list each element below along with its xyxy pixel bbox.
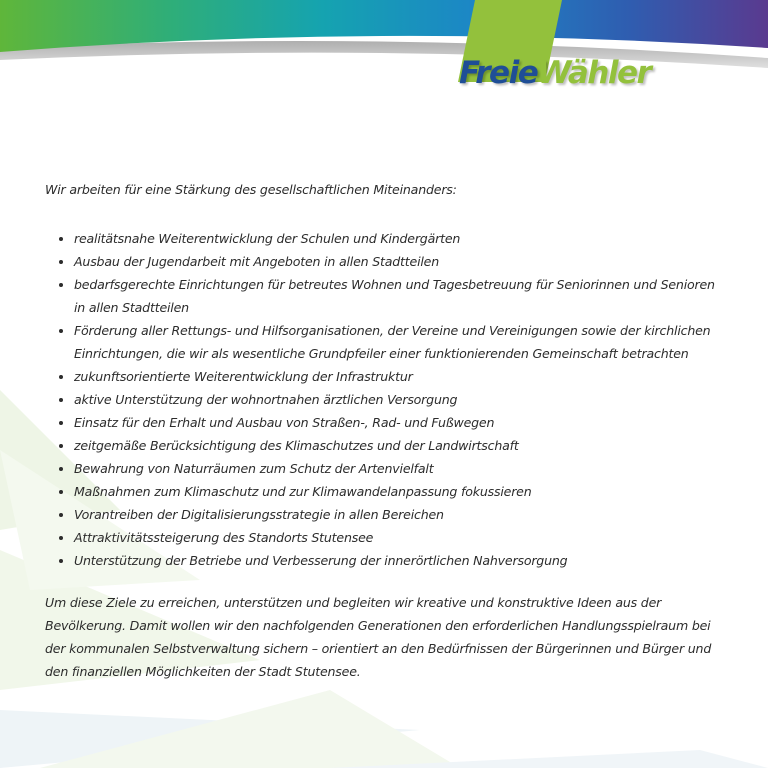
list-item: Einsatz für den Erhalt und Ausbau von Straßen-, Rad- und Fußwegen xyxy=(45,411,725,434)
logo-text-waehler: Wähler xyxy=(537,55,651,91)
list-item: realitätsnahe Weiterentwicklung der Schulen und Kindergärten xyxy=(45,227,725,250)
list-item: bedarfsgerechte Einrichtungen für betreutes Wohnen und Tagesbetreuung für Seniorinnen und Senioren in allen Stadtteilen xyxy=(45,273,725,319)
list-item: Ausbau der Jugendarbeit mit Angeboten in allen Stadtteilen xyxy=(45,250,725,273)
list-item: Maßnahmen zum Klimaschutz und zur Klimawandelanpassung fokussieren xyxy=(45,480,725,503)
list-item: Vorantreiben der Digitalisierungsstrategie in allen Bereichen xyxy=(45,503,725,526)
goals-list xyxy=(45,227,725,572)
closing-paragraph: Um diese Ziele zu erreichen, unterstützen und begleiten wir kreative und konstruktive Ideen aus der Bevölkerung. Damit wollen wir den nachfolgenden Generationen den erforderlichen Handlungsspielraum bei der kommunalen Selbstverwaltung sichern – orientiert an den Bedürfnissen der Bürgerinnen und Bürger und den finanziellen Möglichkeiten der Stadt Stutensee. xyxy=(45,595,712,679)
list-item: Attraktivitätssteigerung des Standorts Stutensee xyxy=(45,526,725,549)
main-content xyxy=(45,178,725,683)
header-gray-swoosh xyxy=(0,41,768,68)
freie-waehler-logo xyxy=(459,55,651,91)
list-item: Bewahrung von Naturräumen zum Schutz der Artenvielfalt xyxy=(45,457,725,480)
list-item: aktive Unterstützung der wohnortnahen ärztlichen Versorgung xyxy=(45,388,725,411)
logo-text-freie: Freie xyxy=(459,55,538,91)
intro-text: Wir arbeiten für eine Stärkung des gesellschaftlichen Miteinanders: xyxy=(45,182,457,197)
list-item: zukunftsorientierte Weiterentwicklung der Infrastruktur xyxy=(45,365,725,388)
list-item: Unterstützung der Betriebe und Verbesserung der innerörtlichen Nahversorgung xyxy=(45,549,725,572)
header-banner xyxy=(0,0,768,110)
list-item: Förderung aller Rettungs- und Hilfsorganisationen, der Vereine und Vereinigungen sowie der kirchlichen Einrichtungen, die wir als wesentliche Grundpfeiler einer funktionierenden Gemeinschaft betrachten xyxy=(45,319,725,365)
list-item: zeitgemäße Berücksichtigung des Klimaschutzes und der Landwirtschaft xyxy=(45,434,725,457)
